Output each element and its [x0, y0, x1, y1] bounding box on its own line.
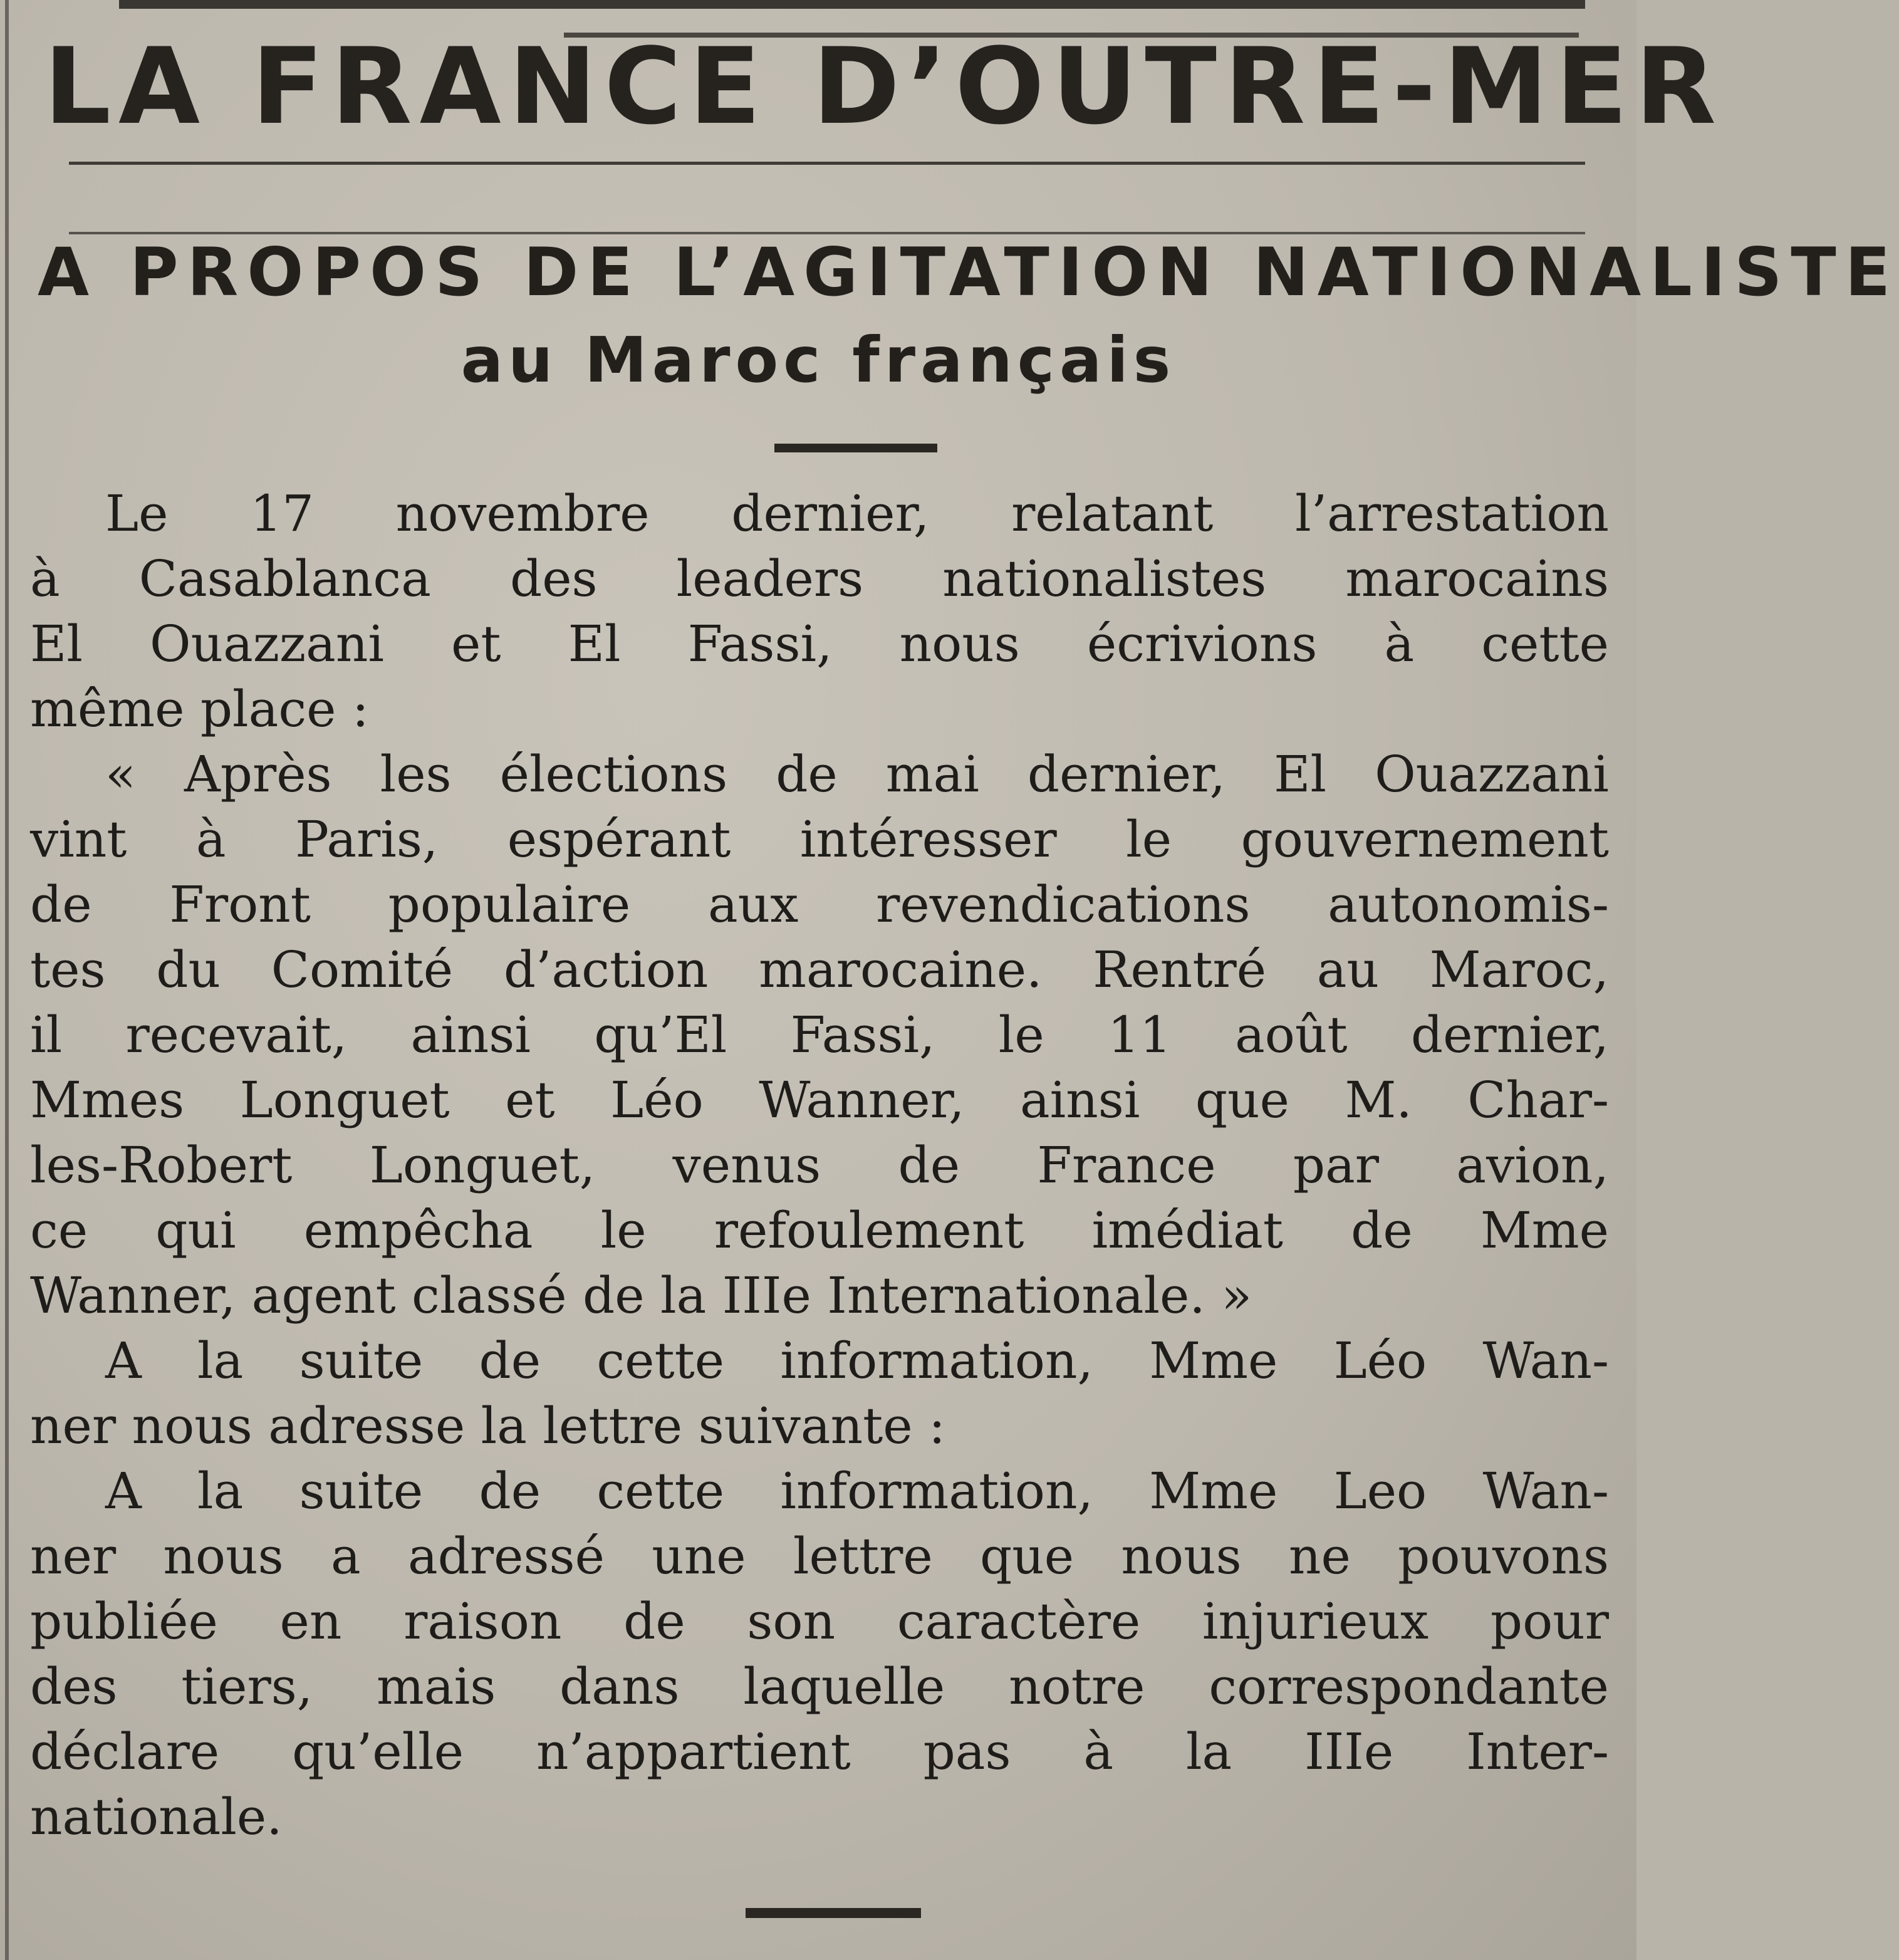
article-line: même place :: [30, 680, 369, 738]
article-line: ce qui empêcha le refoulement imédiat de Mme: [30, 1201, 1609, 1259]
article-end-separator: [746, 1908, 921, 1918]
article-body: [30, 481, 1609, 1872]
section-title: LA FRANCE D’OUTRE-MER: [44, 25, 1724, 148]
article-line: tes du Comité d’action marocaine. Rentré au Maroc,: [30, 941, 1609, 999]
section-title-rule: [69, 162, 1585, 165]
article-line: publiée en raison de son caractère injurieux pour: [30, 1592, 1609, 1650]
article-line: des tiers, mais dans laquelle notre correspondante: [30, 1657, 1609, 1716]
article-line: ner nous a adressé une lettre que nous ne pouvons: [30, 1527, 1609, 1585]
article-line: El Ouazzani et El Fassi, nous écrivions à cette: [30, 615, 1609, 673]
article-line: Mmes Longuet et Léo Wanner, ainsi que M. Char-: [30, 1071, 1609, 1129]
article-line: à Casablanca des leaders nationalistes marocains: [30, 550, 1609, 608]
article-line: ner nous adresse la lettre suivante :: [30, 1397, 946, 1455]
article-line: « Après les élections de mai dernier, El Ouazzani: [105, 745, 1609, 803]
column-edge-rule: [5, 0, 9, 1960]
article-line: nationale.: [30, 1788, 283, 1846]
article-line: déclare qu’elle n’appartient pas à la IIIe Inter-: [30, 1723, 1609, 1781]
top-rule: [119, 0, 1585, 9]
article-headline: A PROPOS DE L’AGITATION NATIONALISTE: [38, 234, 1899, 311]
article-line: A la suite de cette information, Mme Leo Wan-: [105, 1462, 1609, 1520]
article-subheadline: au Maroc français: [460, 323, 1176, 397]
headline-separator: [774, 444, 937, 452]
article-line: vint à Paris, espérant intéresser le gouvernement: [30, 810, 1609, 868]
article-line: les-Robert Longuet, venus de France par avion,: [30, 1136, 1609, 1194]
article-line: Wanner, agent classé de la IIIe Internationale. »: [30, 1266, 1252, 1325]
article-line: Le 17 novembre dernier, relatant l’arrestation: [105, 484, 1609, 543]
article-line: A la suite de cette information, Mme Léo Wan-: [105, 1332, 1609, 1390]
article-line: il recevait, ainsi qu’El Fassi, le 11 août dernier,: [30, 1006, 1609, 1064]
article-line: de Front populaire aux revendications autonomis-: [30, 875, 1609, 934]
